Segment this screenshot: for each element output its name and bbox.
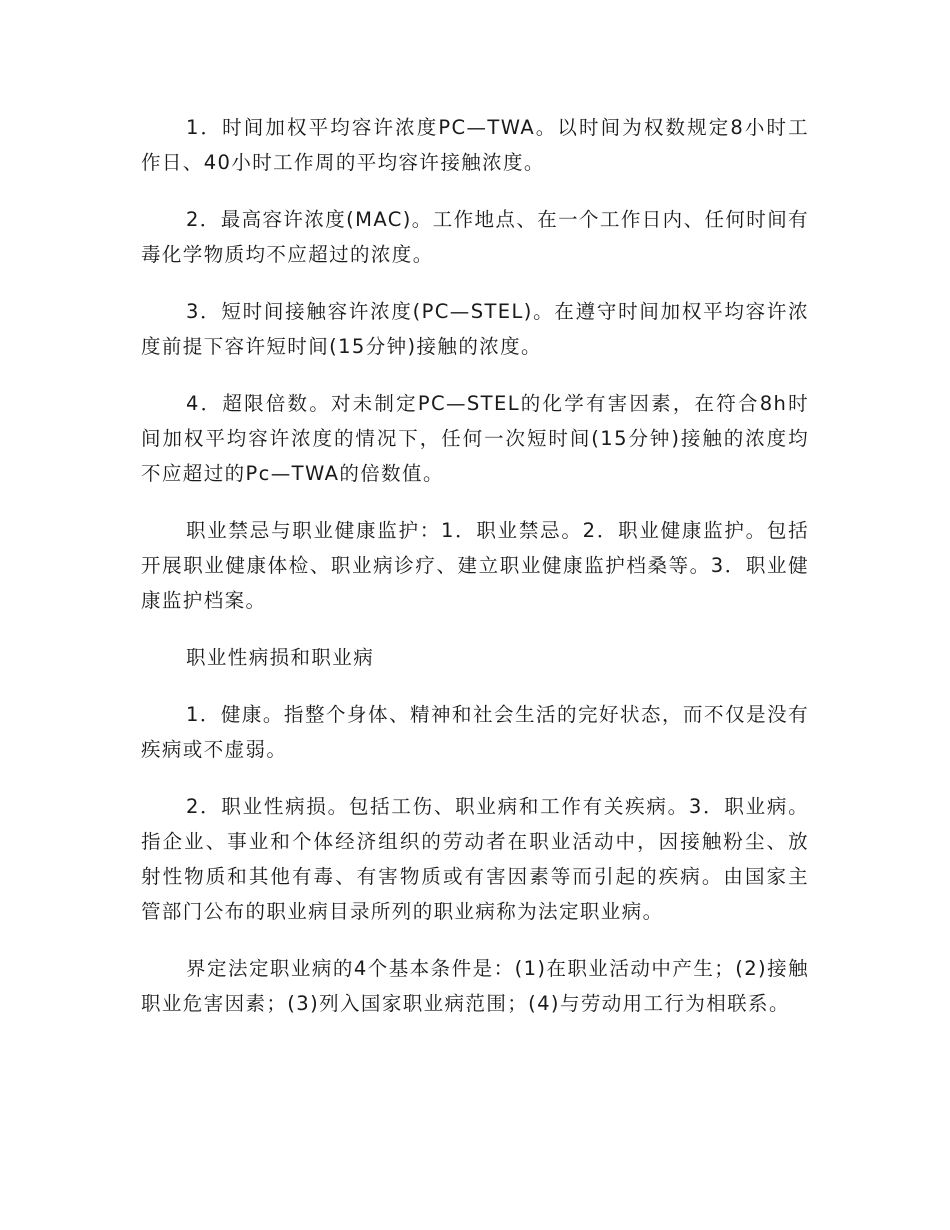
section-heading-occupational-disease: 职业性病损和职业病 xyxy=(186,646,375,669)
paragraph-occupational-contraindication: 职业禁忌与职业健康监护：1．职业禁忌。2．职业健康监护。包括开展职业健康体检、职业病诊疗、建立职业健康监护档桑等。3．职业健康监护档案。 xyxy=(141,519,809,612)
paragraph-excursion-multiple: 4．超限倍数。对未制定PC—STEL的化学有害因素，在符合8h时间加权平均容许浓度的情况下，任何一次短时间(15分钟)接触的浓度均不应超过的Pc—TWA的倍数值。 xyxy=(141,392,809,485)
paragraph-mac: 2．最高容许浓度(MAC)。工作地点、在一个工作日内、任何时间有毒化学物质均不应超过的浓度。 xyxy=(141,208,809,266)
paragraph-pc-twa: 1．时间加权平均容许浓度PC—TWA。以时间为权数规定8小时工作日、40小时工作周的平均容许接触浓度。 xyxy=(141,116,809,174)
document-body xyxy=(141,110,809,1043)
paragraph-pc-stel: 3．短时间接触容许浓度(PC—STEL)。在遵守时间加权平均容许浓度前提下容许短时间(15分钟)接触的浓度。 xyxy=(141,300,809,358)
paragraph-statutory-conditions: 界定法定职业病的4个基本条件是：(1)在职业活动中产生；(2)接触职业危害因素；(3)列入国家职业病范围；(4)与劳动用工行为相联系。 xyxy=(141,957,809,1015)
paragraph-health: 1．健康。指整个身体、精神和社会生活的完好状态，而不仅是没有疾病或不虚弱。 xyxy=(141,703,809,761)
paragraph-occupational-injury: 2．职业性病损。包括工伤、职业病和工作有关疾病。3．职业病。指企业、事业和个体经济组织的劳动者在职业活动中，因接触粉尘、放射性物质和其他有毒、有害物质或有害因素等而引起的疾病。由国家主管部门公布的职业病目录所列的职业病称为法定职业病。 xyxy=(141,795,809,923)
